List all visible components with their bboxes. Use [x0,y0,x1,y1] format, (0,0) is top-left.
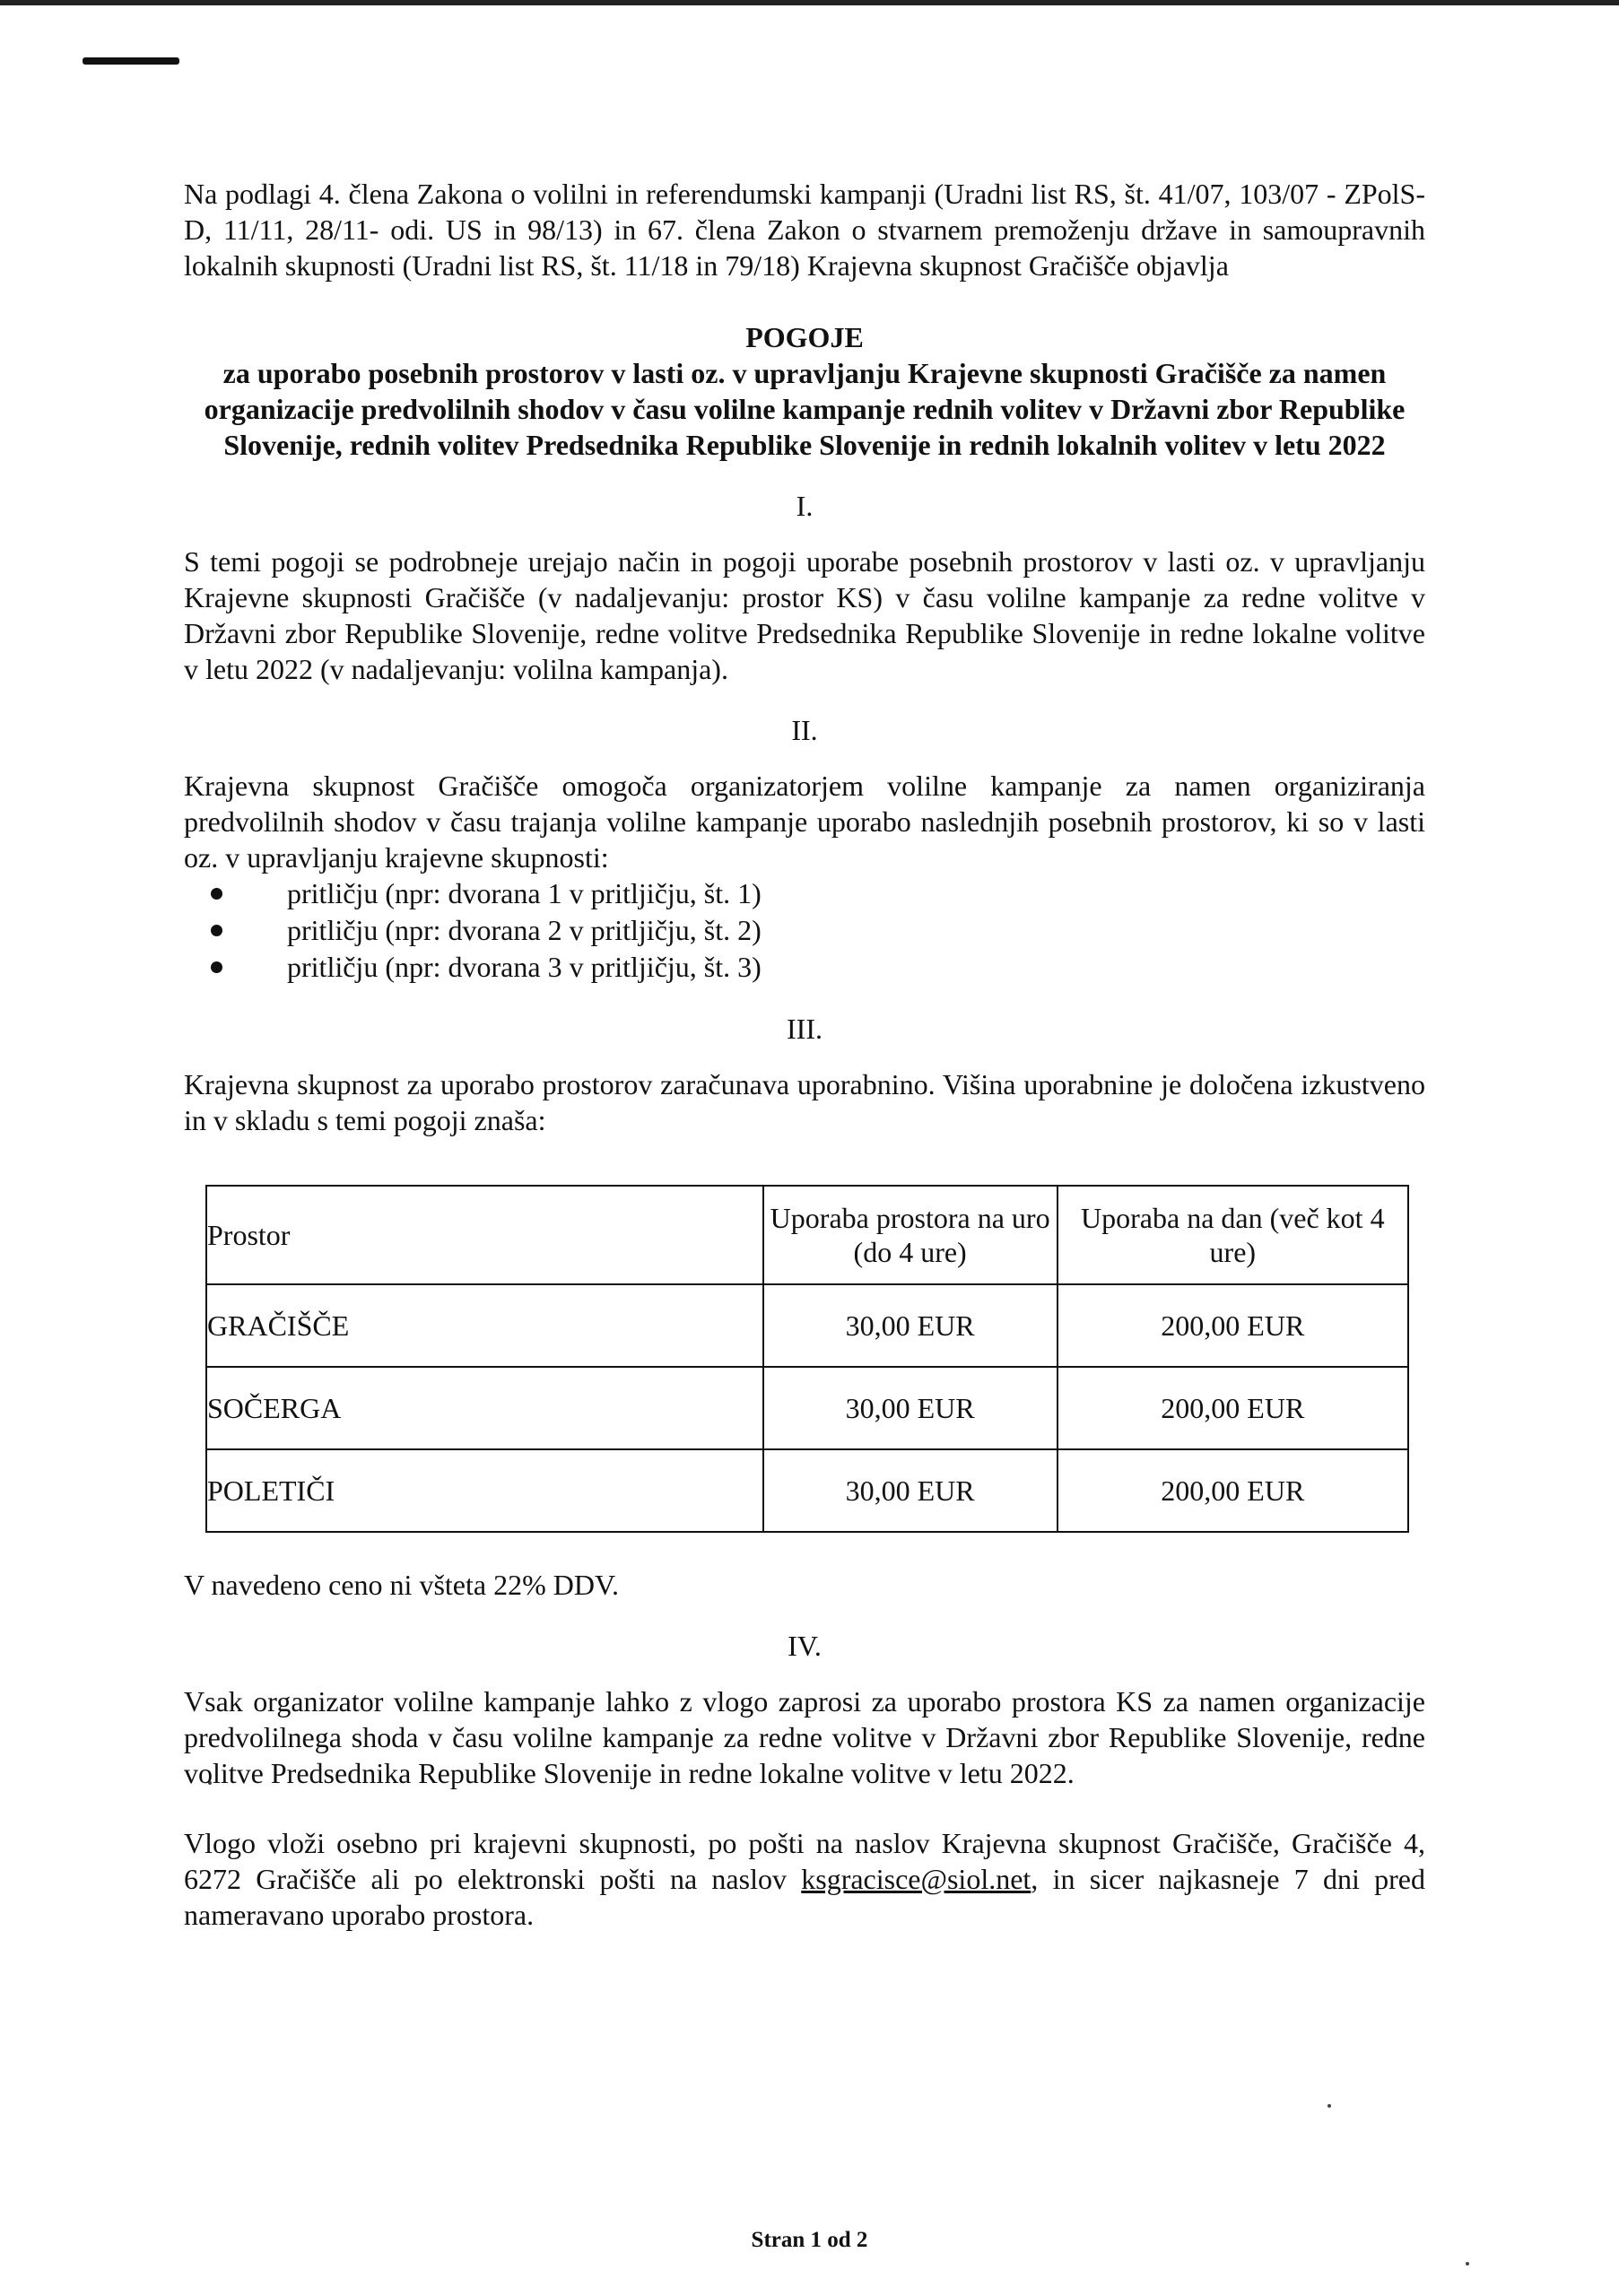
page-number: Stran 1 od 2 [751,2228,868,2252]
section-number-3: III. [787,1013,823,1045]
room-list [184,875,1425,986]
title-main: POGOJE [745,321,864,353]
table-header: Prostor [206,1186,763,1284]
table-row [206,1367,1408,1449]
table-cell-daily: 200,00 EUR [1058,1367,1408,1449]
table-header: Uporaba na dan (več kot 4 ure) [1058,1186,1408,1284]
title-subtitle: za uporabo posebnih prostorov v lasti oz. v upravljanju Krajevne skupnosti Gračišče za namen organizacije predvolilnih shodov v času volilne kampanje rednih volitev v Državni zbor Republike Slovenije, rednih volitev Predsednika Republike Slovenije in rednih lokalnih volitev v letu 2022 [204,357,1406,461]
table-header: Uporaba prostora na uro (do 4 ure) [763,1186,1058,1284]
section-number-1: I. [796,490,814,522]
section-2-text: Krajevna skupnost Gračišče omogoča organizatorjem volilne kampanje za namen organiziranja predvolilnih shodov v času trajanja volilne kampanje uporabo naslednjih posebnih prostorov, ki so v lasti oz. v upravljanju krajevne skupnosti: [184,770,1425,874]
scan-mark [83,57,179,65]
section-4-text-2: Vlogo vloži osebno pri krajevni skupnosti, po pošti na naslov Krajevna skupnost Gračišče, Gračišče 4, 6272 Gračišče ali po elektronski pošti na naslov ksgracisce@siol.net, in sicer najkasneje 7 dni pred nameravano uporabo prostora. [184,1827,1426,1931]
table-cell-daily: 200,00 EUR [1058,1449,1408,1532]
section-number-2: II. [791,714,818,746]
document-title [184,319,1425,463]
section-number-4: IV. [788,1630,822,1662]
list-item: pritličju (npr: dvorana 2 v pritljičju, št. 2) [211,912,1425,949]
list-item: pritličju (npr: dvorana 1 v pritljičju, št. 1) [211,875,1425,912]
scan-speck [1466,2262,1469,2266]
table-cell-location: POLETIČI [206,1449,763,1532]
table-header-row [206,1186,1408,1284]
table-row [206,1449,1408,1532]
section-4-text: Vsak organizator volilne kampanje lahko z vlogo zaprosi za uporabo prostora KS za namen organizacije predvolilnega shoda v času volilne kampanje za redne volitve v Državni zbor Republike Slovenije, redne volitve Predsednika Republike Slovenije in redne lokalne volitve v letu 2022. [184,1685,1425,1789]
bullet-icon [211,888,222,900]
table-cell-hourly: 30,00 EUR [763,1449,1058,1532]
list-item: pritličju (npr: dvorana 3 v pritljičju, št. 3) [211,949,1425,986]
price-table [205,1185,1409,1533]
section-3-text: Krajevna skupnost za uporabo prostorov zaračunava uporabnino. Višina uporabnine je določena izkustveno in v skladu s temi pogoji znaša: [184,1068,1425,1136]
table-cell-location: SOČERGA [206,1367,763,1449]
table-cell-hourly: 30,00 EUR [763,1367,1058,1449]
section-1-text: S temi pogoji se podrobneje urejajo način in pogoji uporabe posebnih prostorov v lasti oz. v upravljanju Krajevne skupnosti Gračišče (v nadaljevanju: prostor KS) v času volilne kampanje za redne volitve v Državni zbor Republike Slovenije, redne volitve Predsednika Republike Slovenije in redne lokalne volitve v letu 2022 (v nadaljevanju: volilna kampanja). [184,545,1425,685]
table-cell-daily: 200,00 EUR [1058,1284,1408,1367]
bullet-icon [211,925,222,936]
table-cell-hourly: 30,00 EUR [763,1284,1058,1367]
document-body [184,176,1425,1933]
intro-paragraph: Na podlagi 4. člena Zakona o volilni in referendumski kampanji (Uradni list RS, št. 41/07, 103/07 - ZPolS-D, 11/11, 28/11- odi. US in 98/13) in 67. člena Zakon o stvarnem premoženju države in samoupravnih lokalnih skupnosti (Uradni list RS, št. 11/18 in 79/18) Krajevna skupnost Gračišče objavlja [184,178,1425,282]
scan-speck [1327,2104,1331,2108]
vat-note: V navedeno ceno ni všteta 22% DDV. [184,1569,619,1601]
table-row [206,1284,1408,1367]
email-link[interactable]: ksgracisce@siol.net [801,1863,1031,1895]
scan-top-border [0,0,1619,5]
table-cell-location: GRAČIŠČE [206,1284,763,1367]
bullet-icon [211,961,222,973]
